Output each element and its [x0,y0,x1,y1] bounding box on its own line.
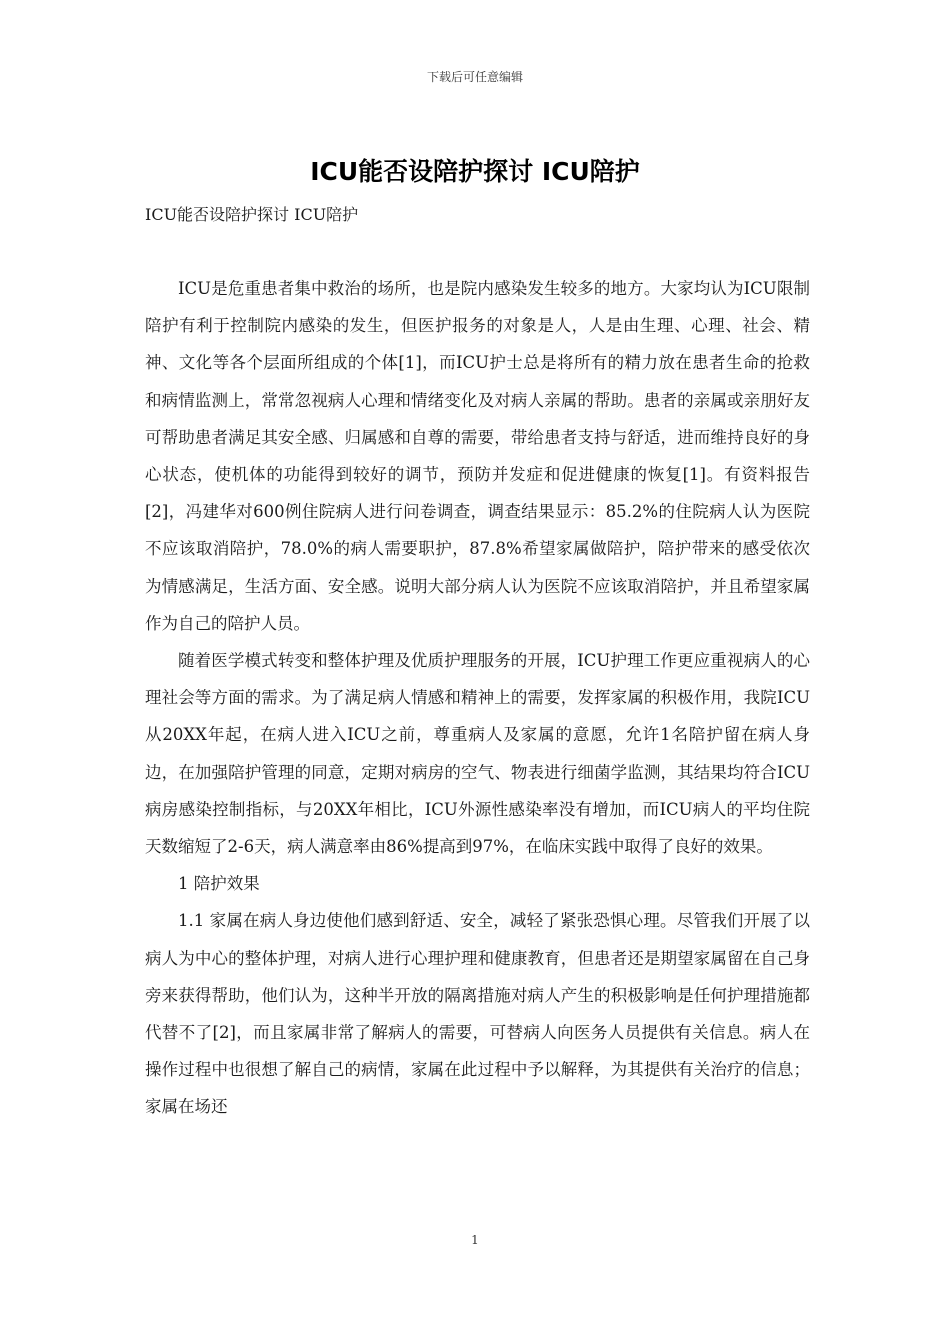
paragraph-intro: ICU是危重患者集中救治的场所，也是院内感染发生较多的地方。大家均认为ICU限制陪护有利于控制院内感染的发生，但医护报务的对象是人，人是由生理、心理、社会、精神、文化等各个层面所组成的个体[1]，而ICU护士总是将所有的精力放在患者生命的抢救和病情监测上，常常忽视病人心理和情绪变化及对病人亲属的帮助。患者的亲属或亲朋好友可帮助患者满足其安全感、归属感和自尊的需要，带给患者支持与舒适，进而维持良好的身心状态，使机体的功能得到较好的调节，预防并发症和促进健康的恢复[1]。有资料报告[2]，冯建华对600例住院病人进行问卷调查，调查结果显示：85.2%的住院病人认为医院不应该取消陪护，78.0%的病人需要职护，87.8%希望家属做陪护，陪护带来的感受依次为情感满足，生活方面、安全感。说明大部分病人认为医院不应该取消陪护，并且希望家属作为自己的陪护人员。 [145,279,810,633]
document-body [145,270,810,1126]
page-number: 1 [471,1233,479,1247]
header-note: 下载后可任意编辑 [426,70,523,84]
document-title: ICU能否设陪护探讨 ICU陪护 [310,157,640,186]
section-heading-effects: 1 陪护效果 [178,874,260,894]
paragraph-practice: 随着医学模式转变和整体护理及优质护理服务的开展，ICU护理工作更应重视病人的心理社会等方面的需求。为了满足病人情感和精神上的需要，发挥家属的积极作用，我院ICU从20XX年起，在病人进入ICU之前，尊重病人及家属的意愿，允许1名陪护留在病人身边，在加强陪护管理的同意，定期对病房的空气、物表进行细菌学监测，其结果均符合ICU病房感染控制指标，与20XX年相比，ICU外源性感染率没有增加，而ICU病人的平均住院天数缩短了2-6天，病人满意率由86%提高到97%，在临床实践中取得了良好的效果。 [145,651,810,857]
paragraph-effect-1-1: 1.1 家属在病人身边使他们感到舒适、安全，减轻了紧张恐惧心理。尽管我们开展了以病人为中心的整体护理，对病人进行心理护理和健康教育，但患者还是期望家属留在自己身旁来获得帮助，他们认为，这种半开放的隔离措施对病人产生的积极影响是任何护理措施都代替不了[2]，而且家属非常了解病人的需要，可替病人向医务人员提供有关信息。病人在操作过程中也很想了解自己的病情，家属在此过程中予以解释，为其提供有关治疗的信息；家属在场还 [145,911,810,1117]
document-subtitle: ICU能否设陪护探讨 ICU陪护 [145,205,359,224]
